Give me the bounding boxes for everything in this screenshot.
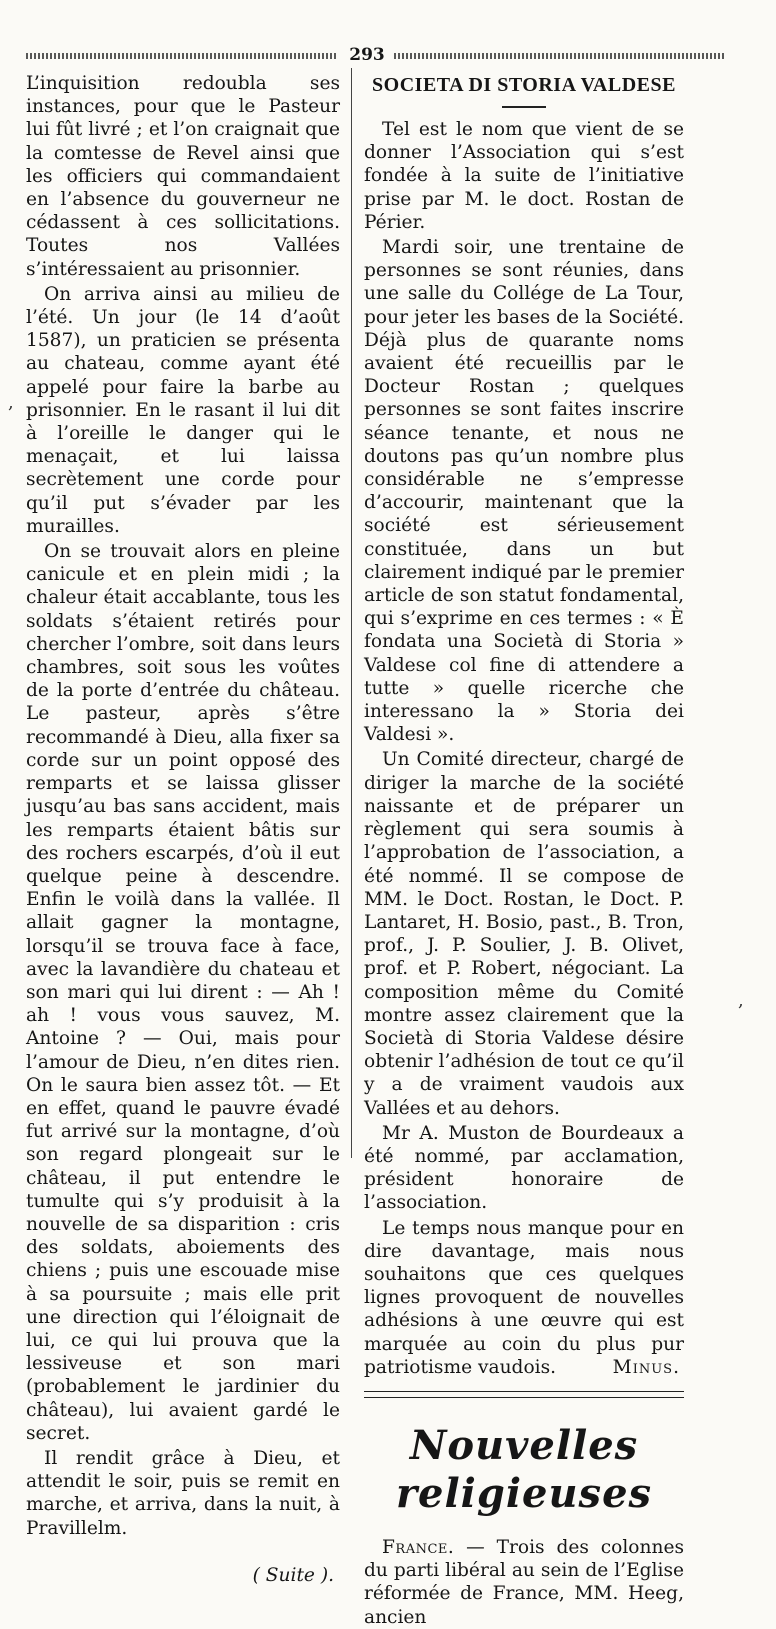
page-number: 293	[349, 45, 385, 65]
left-column	[26, 72, 340, 1587]
margin-mark: ,	[738, 990, 744, 1011]
paragraph	[364, 1536, 684, 1629]
right-column	[364, 72, 684, 1629]
news-heading: Nouvelles religieuses	[395, 1421, 653, 1517]
header-ornament-left	[26, 53, 338, 59]
paragraph	[364, 1217, 684, 1379]
paragraph: Mr A. Muston de Bourdeaux a été nommé, par acclamation, président honoraire de l’association.	[364, 1122, 684, 1214]
news-text: — Trois des colonnes du parti libéral au sein de l’Eglise réformée de France, MM. Heeg, ancien	[364, 1536, 684, 1628]
paragraph: On se trouvait alors en pleine canicule et en plein midi ; la chaleur était accablante, tous les soldats s’étaient retirés pour chercher l’ombre, soit dans leurs chambres, soit sous les voûtes de la porte d’entrée du château. Le pasteur, après s’être recommandé à Dieu, alla fixer sa corde sur un point opposé des remparts et se laissa glisser jusqu’au bas sans accident, mais les remparts étaient bâtis sur des rochers escarpés, d’où il eut quelque peine à descendre. Enfin le voilà dans la vallée. Il allait gagner la montagne, lorsqu’il se trouva face à face, avec la lavandière du chateau et son mari qui lui dirent : — Ah ! ah ! vous vous sauvez, M. Antoine ? — Oui, mais pour l’amour de Dieu, n’en dites rien. On le saura bien assez tôt. — Et en effet, quand le pauvre évadé fut arrivé sur la montagne, d’où son regard plongeait sur le château, il put entendre le tumulte qui s’y produisit à la nouvelle de sa disparition : cris des soldats, aboiements des chiens ; puis une escouade mise à sa poursuite ; mais elle prit une direction qui l’éloignait de lui, ce qui lui prouva que la lessiveuse et son mari (probablement le jardinier du château), lui avaient gardé le secret.	[26, 541, 340, 1444]
margin-mark: ,	[8, 392, 14, 413]
column-divider	[351, 68, 352, 1158]
paragraph: Un Comité directeur, chargé de diriger la marche de la société naissante et de préparer un règlement qui sera soumis à l’approbation de l’association, a été nommé. Il se compose de MM. le Doct. Rostan, le Doct. P. Lantaret, H. Bosio, past., B. Tron, prof., J. P. Soulier, J. B. Olivet, prof. et P. Robert, négociant. La composition même du Comité montre assez clairement que la Società di Storia Valdese désire obtenir l’adhésion de tout ce qu’il y a de vraiment vaudois aux Vallées et au dehors.	[364, 749, 684, 1119]
section-title: SOCIETA DI STORIA VALDESE	[372, 74, 676, 96]
title-rule	[502, 106, 546, 108]
section-separator	[364, 1391, 684, 1398]
page-header	[26, 44, 726, 66]
news-lead: France.	[382, 1536, 455, 1558]
paragraph-text: Le temps nous manque pour en dire davantage, mais nous souhaitons que ces quelques lignes provoquent de nouvelles adhésions à une œuvre qui est marquée au coin du plus pur patriotisme vaudois.	[364, 1217, 684, 1378]
paragraph: L’inquisition redoubla ses instances, pour que le Pasteur lui fût livré ; et l’on craignait que la comtesse de Revel ainsi que les officiers qui commandaient en l’absence du gouverneur ne cédassent à ces sollicitations. Toutes nos Vallées s’intéressaient au prisonnier.	[26, 73, 340, 280]
signature: Minus.	[612, 1356, 680, 1378]
suite-text: ( Suite ).	[252, 1564, 334, 1586]
paragraph: Tel est le nom que vient de se donner l’Association qui s’est fondée à la suite de l’initiative prise par M. le doct. Rostan de Périer.	[364, 119, 684, 233]
paragraph: Mardi soir, une trentaine de personnes se sont réunies, dans une salle du Collége de La Tour, pour jeter les bases de la Société. Déjà plus de quarante noms avaient été recueillis par le Docteur Rostan ; quelques personnes se sont faites inscrire séance tenante, et nous ne doutons pas qu’un nombre plus considérable ne s’empresse d’accourir, maintenant que la société est sérieusement constituée, dans un but clairement indiqué par le premier article de son statut fondamental, qui s’exprime en ces termes : « È fondata una Società di Storia » Valdese col fine di attendere a tutte » quelle ricerche che interessano la » Storia dei Valdesi ».	[364, 237, 684, 746]
paragraph: On arriva ainsi au milieu de l’été. Un jour (le 14 d’août 1587), un praticien se présenta au chateau, comme ayant été appelé pour faire la barbe au prisonnier. En le rasant il lui dit à l’oreille le danger qui le menaçait, et lui laissa secrètement une corde pour qu’il put s’évader par les murailles.	[26, 283, 340, 537]
header-ornament-right	[394, 53, 726, 59]
paragraph: Il rendit grâce à Dieu, et attendit le soir, puis se remit en marche, et arriva, dans la nuit, à Pravillelm.	[26, 1447, 340, 1539]
to-be-continued	[26, 1564, 340, 1587]
